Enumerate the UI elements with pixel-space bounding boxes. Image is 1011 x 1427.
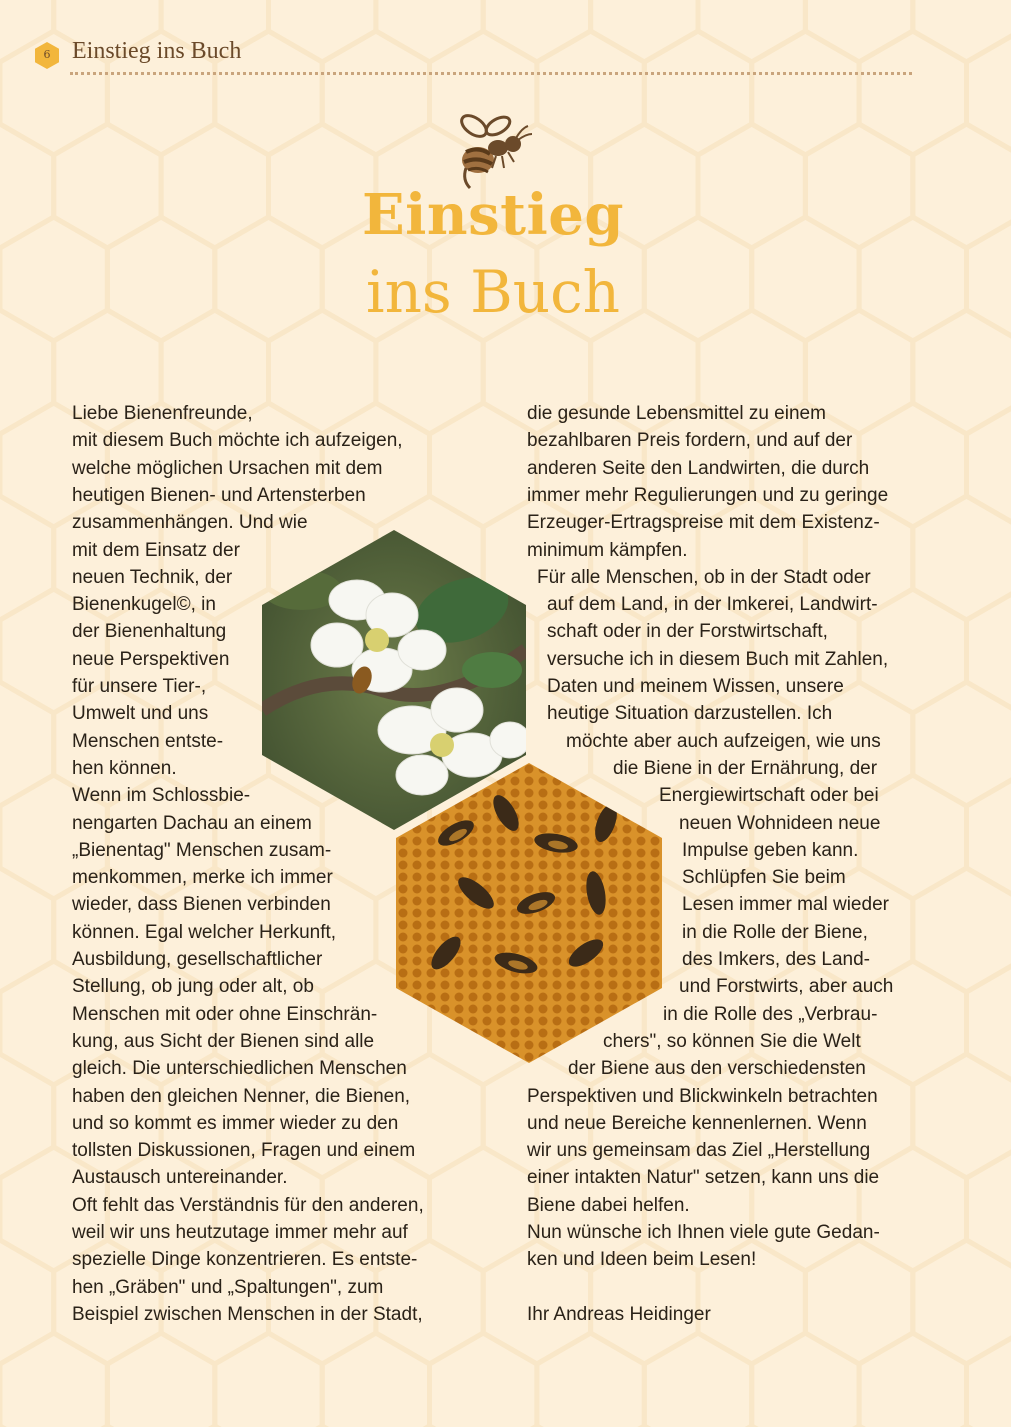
left-column-line: mit diesem Buch möchte ich aufzeigen, [72,430,403,452]
right-column-line: und Forstwirts, aber auch [679,976,894,998]
left-column-line: heutigen Bienen- und Artensterben [72,484,366,506]
right-column-line: Erzeuger-Ertragspreise mit dem Existenz- [527,512,880,534]
left-column-line: mit dem Einsatz der [72,539,240,561]
right-column-line: die gesunde Lebensmittel zu einem [527,403,826,424]
left-column-line: menkommen, merke ich immer [72,867,333,889]
right-column-line: minimum kämpfen. [527,539,688,561]
page-number-badge [35,42,59,69]
left-column-line: nengarten Dachau an einem [72,812,312,834]
left-column-line: neuen Technik, der [72,566,233,588]
left-column-line: Ausbildung, gesellschaftlicher [72,949,323,970]
left-column-line: können. Egal welcher Herkunft, [72,921,337,943]
left-column-line: Umwelt und uns [72,703,209,725]
left-column-line: für unsere Tier-, [72,676,207,697]
right-column-line: neuen Wohnideen neue [679,812,881,834]
left-column-line: Menschen mit oder ohne Einschrän- [72,1003,378,1025]
right-column-line: versuche ich in diesem Buch mit Zahlen, [547,648,889,670]
right-column-line: Perspektiven und Blickwinkeln betrachten [527,1085,878,1107]
right-column-line: der Biene aus den verschiedensten [568,1058,866,1080]
right-column-line: Energiewirtschaft oder bei [659,785,879,807]
right-column-line: heutige Situation darzustellen. Ich [547,703,833,725]
bee-icon [452,108,536,192]
left-column-line: tollsten Diskussionen, Fragen und einem [72,1140,416,1162]
page-title-line-1: Einstieg [361,182,625,248]
left-column-line: Oft fehlt das Verständnis für den anderen, [72,1194,424,1216]
right-column-line: Lesen immer mal wieder [682,894,889,916]
right-column-line: in die Rolle der Biene, [682,921,868,943]
left-column-line: Menschen entste- [72,730,224,752]
left-column-line: Beispiel zwischen Menschen in der Stadt, [72,1303,423,1325]
right-column-line: Impulse geben kann. [682,839,859,861]
left-column-line: Stellung, ob jung oder alt, ob [72,976,314,998]
left-column-line: spezielle Dinge konzentrieren. Es entste- [72,1249,418,1271]
right-column-line: Nun wünsche ich Ihnen viele gute Gedan- [527,1222,880,1243]
right-column-line: immer mehr Regulierungen und zu geringe [527,484,889,506]
left-column-line: kung, aus Sicht der Bienen sind alle [72,1030,375,1052]
bees-on-honeycomb-photo [396,763,662,1063]
right-column-line: des Imkers, des Land- [682,949,870,970]
left-column-line: hen „Gräben" und „Spaltungen", zum [72,1276,384,1298]
right-column-line: Ihr Andreas Heidinger [527,1303,711,1325]
left-column-line: wieder, dass Bienen verbinden [72,894,331,916]
left-column-line: neue Perspektiven [72,648,230,670]
left-column-line: Austausch untereinander. [72,1167,288,1189]
running-title: Einstieg ins Buch [72,38,242,64]
left-column-line: Liebe Bienenfreunde, [72,403,253,424]
left-column-line: und so kommt es immer wieder zu den [72,1112,399,1134]
header-divider [70,72,912,75]
left-column-line: haben den gleichen Nenner, die Bienen, [72,1085,411,1107]
right-column-line: chers", so können Sie die Welt [603,1030,861,1052]
left-column-line: hen können. [72,757,177,779]
right-column-line: bezahlbaren Preis fordern, und auf der [527,430,853,452]
right-column-line: und neue Bereiche kennenlernen. Wenn [527,1112,867,1134]
left-column-line: Wenn im Schlossbie- [72,785,251,807]
left-column-line: „Bienentag" Menschen zusam- [72,839,332,861]
right-column-line: die Biene in der Ernährung, der [613,757,878,779]
right-column-line: möchte aber auch aufzeigen, wie uns [566,730,881,752]
page-title-line-2: ins Buch [366,258,620,326]
right-column-line: ken und Ideen beim Lesen! [527,1249,757,1271]
right-column-line: in die Rolle des „Verbrau- [663,1003,878,1025]
right-column-line: wir uns gemeinsam das Ziel „Herstellung [527,1140,871,1162]
right-column-line: auf dem Land, in der Imkerei, Landwirt- [547,594,878,616]
right-column-line: schaft oder in der Forstwirtschaft, [547,621,828,643]
left-column-line: der Bienenhaltung [72,621,227,643]
left-column-line: zusammenhängen. Und wie [72,512,308,534]
left-column-line: welche möglichen Ursachen mit dem [72,457,383,479]
right-column-line: anderen Seite den Landwirten, die durch [527,457,870,479]
right-column-line: Biene dabei helfen. [527,1194,690,1216]
left-column-line: Bienenkugel©, in [72,594,216,616]
page-number: 6 [43,48,51,61]
right-column-line: einer intakten Natur" setzen, kann uns die [527,1167,880,1189]
left-column-line: weil wir uns heutzutage immer mehr auf [72,1222,408,1243]
left-column-line: gleich. Die unterschiedlichen Menschen [72,1058,407,1080]
right-column-line: Schlüpfen Sie beim [682,867,846,889]
right-column-line: Für alle Menschen, ob in der Stadt oder [537,566,871,588]
right-column-line: Daten und meinem Wissen, unsere [547,676,844,697]
